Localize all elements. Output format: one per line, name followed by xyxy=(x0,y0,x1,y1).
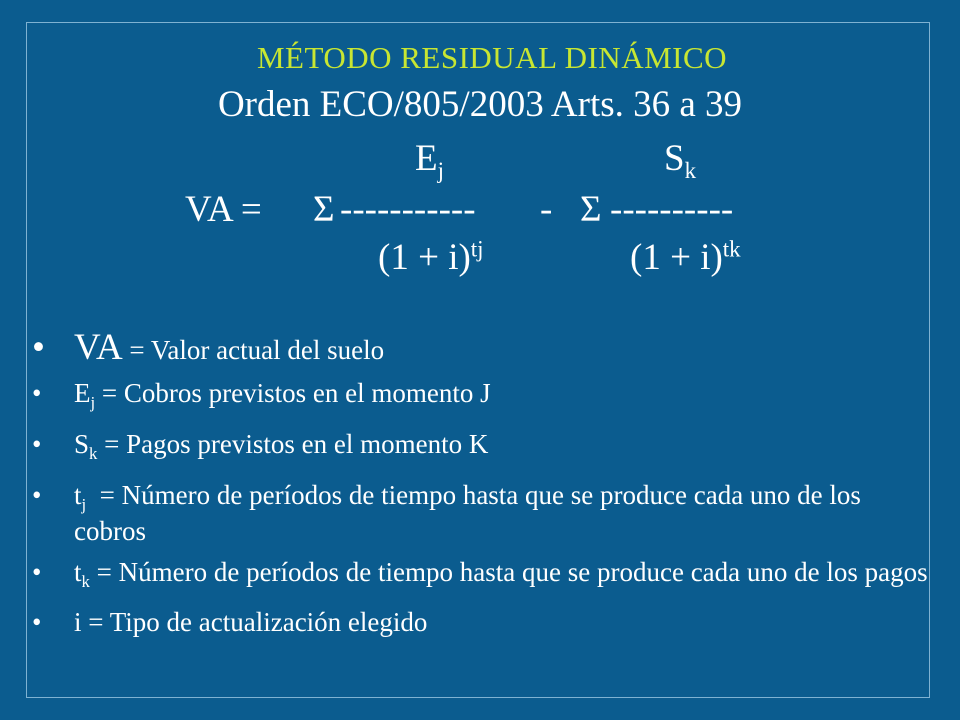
term-base: t xyxy=(74,556,82,587)
formula-e-sub: j xyxy=(437,158,444,184)
definition-text: Valor actual del suelo xyxy=(150,335,385,365)
formula-sigma-1: Σ xyxy=(313,189,335,230)
definition-text: = Cobros previstos en el momento J xyxy=(95,378,491,408)
list-item xyxy=(32,428,932,467)
term-sub: j xyxy=(90,392,96,412)
list-item xyxy=(32,380,932,416)
term-base: t xyxy=(74,479,82,510)
definition-text: = Número de períodos de tiempo hasta que se produce cada uno de los cobros xyxy=(74,479,868,546)
formula-den1-base: (1 + i) xyxy=(378,237,471,278)
formula-numerator-e xyxy=(415,137,444,184)
list-item xyxy=(32,479,932,546)
bullet-icon: • xyxy=(32,479,42,510)
formula-minus: - xyxy=(540,189,553,230)
definition-list xyxy=(32,327,932,650)
list-item xyxy=(32,607,932,638)
bullet-icon: • xyxy=(32,556,42,587)
formula-den1-sup: tj xyxy=(470,236,484,262)
formula-fraction-bar-2: ---------- xyxy=(610,189,734,230)
formula-s-base: S xyxy=(664,138,685,179)
formula-numerator-s xyxy=(664,137,696,184)
bullet-icon: • xyxy=(32,607,42,638)
term-sub: k xyxy=(81,571,90,591)
term-base: S xyxy=(74,428,90,459)
formula-denominator-2 xyxy=(630,236,741,279)
definition-text: i = Tipo de actualización elegido xyxy=(74,607,428,638)
slide-title: MÉTODO RESIDUAL DINÁMICO xyxy=(256,40,728,75)
formula xyxy=(0,0,960,300)
formula-denominator-1 xyxy=(378,236,484,279)
term-sub: k xyxy=(89,443,98,463)
formula-fraction-bar-1: ----------- xyxy=(340,189,476,230)
list-item xyxy=(32,327,932,368)
slide-subtitle: Orden ECO/805/2003 Arts. 36 a 39 xyxy=(217,84,743,125)
definition-text: = Número de períodos de tiempo hasta que se produce cada uno de los pagos xyxy=(89,556,928,587)
formula-sigma-2: Σ xyxy=(580,189,602,230)
bullet-icon: • xyxy=(32,378,42,408)
term-base: E xyxy=(74,378,91,408)
definition-text: = Pagos previstos en el momento K xyxy=(97,428,489,459)
equals-sign: = xyxy=(122,335,151,365)
list-item xyxy=(32,556,932,595)
formula-s-sub: k xyxy=(684,158,697,184)
formula-den2-sup: tk xyxy=(722,236,741,262)
bullet-icon: • xyxy=(32,428,42,459)
formula-e-base: E xyxy=(415,138,438,179)
formula-den2-base: (1 + i) xyxy=(630,237,723,278)
term-sub: j xyxy=(81,494,87,514)
term-va: VA xyxy=(74,327,123,368)
bullet-icon: • xyxy=(32,327,45,368)
formula-lhs: VA = xyxy=(185,189,262,230)
